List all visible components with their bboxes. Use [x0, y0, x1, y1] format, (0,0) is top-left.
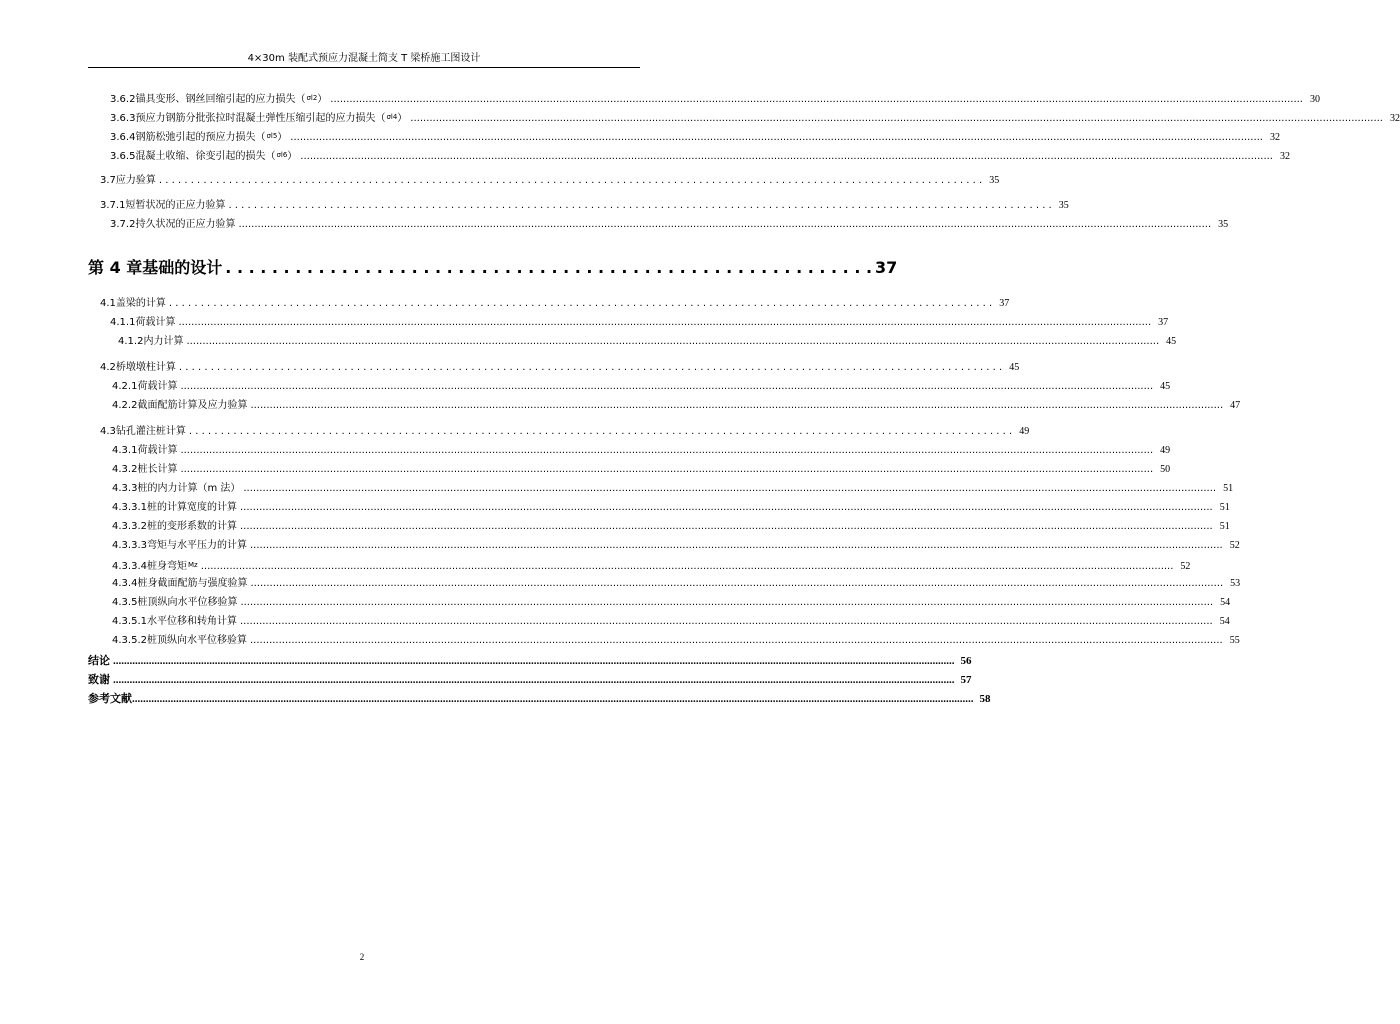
toc-entry-title: 短暂状况的正应力验算 — [125, 200, 226, 211]
dot-leader — [238, 218, 1211, 232]
toc-entry-title: 桩长计算 — [137, 464, 178, 475]
toc-entry-number: 4.1.2 — [118, 336, 144, 347]
toc-entry-title: 桥墩墩柱计算 — [115, 362, 176, 373]
toc-entry[interactable] — [110, 129, 1280, 145]
dot-leader — [243, 482, 1216, 496]
toc-entry-page: 32 — [1279, 151, 1290, 162]
toc-entry[interactable] — [110, 218, 1229, 232]
toc-entry-page: 52 — [1229, 540, 1240, 551]
toc-entry-title: 桩身弯矩$^{Mz}$ — [147, 561, 198, 572]
toc-entry-title: 桩的计算宽度的计算 — [147, 502, 237, 513]
toc-entry[interactable] — [112, 634, 1240, 648]
toc-entry-title: 荷载计算 — [135, 317, 176, 328]
toc-entry-number: 3.7.2 — [110, 219, 136, 230]
dot-leader — [132, 692, 974, 706]
dot-leader — [250, 539, 1223, 553]
dot-leader — [240, 520, 1213, 534]
toc-entry-number: 4.3.3.3 — [112, 540, 147, 551]
toc-entry[interactable] — [112, 482, 1234, 496]
toc-entry-title: 桩的变形系数的计算 — [147, 521, 237, 532]
toc-entry-number: 4.1 — [100, 298, 116, 309]
toc-entry-number: 4.3.3 — [112, 483, 138, 494]
dot-leader — [240, 501, 1213, 515]
toc-entry[interactable] — [112, 463, 1171, 477]
dot-leader — [180, 380, 1153, 394]
toc-entry-number: 4.3.4 — [112, 578, 138, 589]
toc-entry-number: 4.3.2 — [112, 464, 138, 475]
toc-chapter-page: 37 — [875, 258, 898, 277]
toc-entry-title: 致谢 — [88, 673, 110, 686]
toc-entry[interactable] — [112, 501, 1230, 515]
toc-entry-title: 结论 — [88, 654, 110, 667]
toc-entry-title: 钢筋松弛引起的预应力损失（$^{\sigma l5}$） — [135, 132, 288, 143]
toc-entry-number: 4.3.5 — [112, 597, 138, 608]
toc-entry[interactable] — [100, 199, 1069, 213]
toc-entry-page: 32 — [1389, 113, 1400, 124]
toc-entry-page: 50 — [1160, 464, 1171, 475]
dot-leader — [179, 361, 1002, 375]
dot-leader — [186, 335, 1159, 349]
dot-leader — [300, 150, 1273, 164]
toc-entry-number: 4.1.1 — [110, 317, 136, 328]
toc-entry-number: 4.3.5.2 — [112, 635, 147, 646]
toc-entry[interactable] — [100, 425, 1030, 439]
toc-entry[interactable] — [100, 297, 1010, 311]
dot-leader — [410, 112, 1383, 126]
toc-entry[interactable] — [118, 335, 1177, 349]
toc-entry[interactable] — [112, 399, 1241, 413]
toc-entry-title: 锚具变形、钢丝回缩引起的应力损失（$^{\sigma l2}$） — [135, 94, 328, 105]
toc-entry-number: 3.7 — [100, 175, 116, 186]
toc-entry-page: 57 — [960, 674, 972, 686]
sigma-symbol: σl5 — [266, 132, 278, 140]
toc-entry-page: 53 — [1230, 578, 1241, 589]
running-header — [88, 52, 640, 68]
toc-entry-title: 预应力钢筋分批张拉时混凝土弹性压缩引起的应力损失（$^{\sigma l4}$） — [135, 113, 408, 124]
moment-symbol: Mz — [188, 561, 198, 569]
toc-entry-title: 应力验算 — [115, 175, 156, 186]
toc-entry-title: 混凝土收缩、徐变引起的损失（$^{\sigma l6}$） — [135, 151, 298, 162]
toc-entry[interactable] — [110, 316, 1169, 330]
toc-entry-page: 30 — [1309, 94, 1320, 105]
dot-leader — [113, 673, 955, 687]
toc-chapter-title: 基础的设计 — [142, 258, 223, 277]
dot-leader — [113, 654, 955, 668]
toc-chapter-entry[interactable] — [88, 258, 898, 278]
dot-leader — [201, 560, 1174, 574]
toc-entry-page: 49 — [1160, 445, 1171, 456]
toc-entry-page: 52 — [1180, 561, 1191, 572]
dot-leader — [240, 615, 1213, 629]
dot-leader — [250, 399, 1223, 413]
toc-entry[interactable] — [112, 444, 1171, 458]
dot-leader — [159, 174, 982, 188]
toc-entry-number: 4.2.1 — [112, 381, 138, 392]
toc-entry-number: 3.6.3 — [110, 113, 136, 124]
toc-entry-title: 荷载计算 — [137, 445, 178, 456]
toc-entry-title: 桩身截面配筋与强度验算 — [137, 578, 248, 589]
toc-entry-acknowledgements[interactable] — [88, 673, 972, 687]
toc-entry-title: 水平位移和转角计算 — [147, 616, 237, 627]
toc-entry[interactable] — [100, 361, 1020, 375]
toc-entry-title: 截面配筋计算及应力验算 — [137, 400, 248, 411]
toc-entry-number: 4.3.5.1 — [112, 616, 147, 627]
toc-entry-page: 32 — [1269, 132, 1280, 143]
toc-chapter-number: 第 4 章 — [88, 258, 143, 277]
toc-entry-number: 3.6.2 — [110, 94, 136, 105]
toc-entry-number: 4.2 — [100, 362, 116, 373]
toc-entry[interactable] — [112, 380, 1171, 394]
toc-entry-page: 37 — [1158, 317, 1169, 328]
toc-entry-number: 4.3 — [100, 426, 116, 437]
toc-entry-title: 钻孔灌注桩计算 — [115, 426, 186, 437]
dot-leader — [180, 463, 1153, 477]
toc-entry-page: 49 — [1019, 426, 1030, 437]
toc-entry[interactable] — [100, 174, 1000, 188]
toc-entry-page: 47 — [1230, 400, 1241, 411]
dot-leader — [225, 258, 872, 278]
toc-entry-number: 4.2.2 — [112, 400, 138, 411]
toc-entry-page: 54 — [1219, 616, 1230, 627]
dot-leader — [250, 634, 1223, 648]
toc-entry[interactable] — [112, 596, 1231, 610]
dot-leader — [240, 596, 1213, 610]
toc-entry[interactable] — [112, 520, 1230, 534]
toc-entry[interactable] — [112, 615, 1230, 629]
dot-leader — [250, 577, 1223, 591]
toc-entry-number: 4.3.1 — [112, 445, 138, 456]
toc-entry-page: 45 — [1160, 381, 1171, 392]
toc-entry-page: 51 — [1219, 521, 1230, 532]
toc-entry-conclusion[interactable] — [88, 654, 972, 668]
toc-entry-title: 持久状况的正应力验算 — [135, 219, 236, 230]
toc-entry-title: 参考文献 — [88, 692, 132, 705]
toc-entry-page: 35 — [1218, 219, 1229, 230]
toc-entry-number: 3.6.4 — [110, 132, 136, 143]
toc-entry-page: 55 — [1229, 635, 1240, 646]
page-number: 2 — [359, 952, 365, 962]
page-footer — [0, 952, 724, 962]
toc-entry-title: 桩顶纵向水平位移验算 — [137, 597, 238, 608]
toc-entry-page: 35 — [1058, 200, 1069, 211]
toc-entry-title: 桩的内力计算（m 法） — [137, 483, 241, 494]
toc-entry-title: 弯矩与水平压力的计算 — [147, 540, 247, 551]
dot-leader — [330, 93, 1303, 107]
running-header-title: 4×30m 装配式预应力混凝土简支 T 梁桥施工图设计 — [247, 53, 481, 64]
sigma-symbol: σl4 — [386, 113, 398, 121]
toc-entry-page: 35 — [989, 175, 1000, 186]
toc-entry-title: 内力计算 — [143, 336, 184, 347]
toc-entry-number: 4.3.3.1 — [112, 502, 147, 513]
toc-entry-number: 4.3.3.4 — [112, 561, 147, 572]
dot-leader — [180, 444, 1153, 458]
toc-entry-page: 51 — [1223, 483, 1234, 494]
toc-entry[interactable] — [110, 91, 1320, 107]
toc-entry-page: 37 — [999, 298, 1010, 309]
dot-leader — [228, 199, 1051, 213]
toc-entry[interactable] — [112, 539, 1240, 553]
toc-entry[interactable] — [112, 558, 1191, 574]
toc-entry-page: 45 — [1009, 362, 1020, 373]
dot-leader — [178, 316, 1151, 330]
toc-entry-number: 3.7.1 — [100, 200, 126, 211]
toc-entry[interactable] — [110, 110, 1400, 126]
toc-entry[interactable] — [110, 148, 1290, 164]
toc-entry-page: 58 — [979, 693, 991, 705]
toc-entry-references[interactable] — [88, 692, 991, 706]
toc-entry-title: 盖梁的计算 — [115, 298, 166, 309]
toc-entry-number: 4.3.3.2 — [112, 521, 147, 532]
dot-leader — [290, 131, 1263, 145]
toc-entry-page: 54 — [1220, 597, 1231, 608]
sigma-symbol: σl6 — [276, 151, 288, 159]
toc-entry-number: 3.6.5 — [110, 151, 136, 162]
toc-entry-title: 荷载计算 — [137, 381, 178, 392]
toc-entry-title: 桩顶纵向水平位移验算 — [147, 635, 247, 646]
toc-entry-page: 56 — [960, 655, 972, 667]
dot-leader — [169, 297, 992, 311]
toc-entry-page: 51 — [1219, 502, 1230, 513]
toc-entry[interactable] — [112, 577, 1241, 591]
dot-leader — [189, 425, 1012, 439]
sigma-symbol: σl2 — [306, 94, 318, 102]
toc-entry-page: 45 — [1166, 336, 1177, 347]
